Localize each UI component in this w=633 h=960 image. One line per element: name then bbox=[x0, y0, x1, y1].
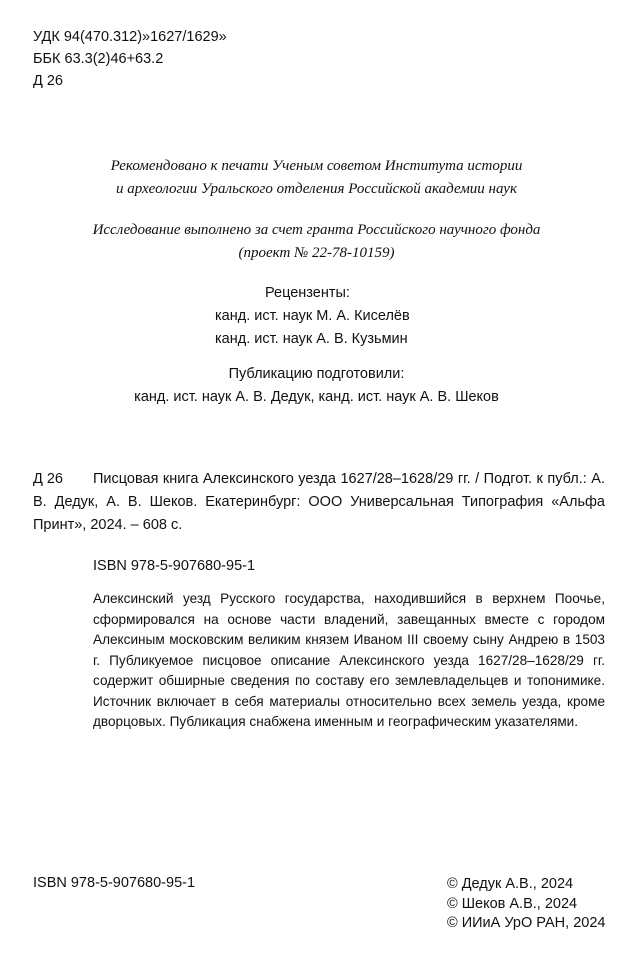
prepared-heading: Публикацию подготовили: bbox=[228, 366, 405, 382]
footer-isbn: ISBN 978-5-907680-95-1 bbox=[33, 875, 196, 891]
reviewers-heading: Рецензенты: bbox=[265, 285, 350, 301]
prepared-names: канд. ист. наук А. В. Дедук, канд. ист. наук А. В. Шеков bbox=[134, 389, 499, 405]
copyright-block bbox=[447, 875, 605, 934]
bibliographic-code: Д 26 bbox=[33, 471, 63, 487]
recommendation-line-2: и археологии Уральского отделения Российской академии наук bbox=[116, 181, 517, 197]
grant-line-2: (проект № 22-78-10159) bbox=[238, 245, 395, 261]
reviewer-item: канд. ист. наук А. В. Кузьмин bbox=[215, 331, 408, 347]
abstract-text: Алексинский уезд Русского государства, находившийся в верхнем Поочье, сформировался на основе части владений, завещанных вместе с городом Алексиным московским великим князем Иваном III своему сыну Андрею в 1503 г. Публикуемое писцовое описание Алексинского уезда 1627/28–1628/29 гг. содержит обширные сведения по составу его землевладельцев и топонимике. Источник включает в себя материалы относительно всех земель уезда, кроме дворцовых. Публикация снабжена именным и географическим указателями. bbox=[93, 591, 605, 729]
abstract bbox=[93, 589, 605, 733]
isbn: ISBN 978-5-907680-95-1 bbox=[93, 558, 256, 574]
prepared-block bbox=[0, 363, 633, 409]
recommendation-line-1: Рекомендовано к печати Ученым советом Института истории bbox=[110, 158, 523, 174]
reviewer-item: канд. ист. наук М. А. Киселёв bbox=[215, 308, 410, 324]
reviewers-block bbox=[215, 282, 410, 351]
bbk-code: ББК 63.3(2)46+63.2 bbox=[33, 51, 164, 67]
bibliographic-description bbox=[33, 468, 605, 537]
grant-line-1: Исследование выполнено за счет гранта Российского научного фонда bbox=[92, 222, 541, 238]
copyright-line: © ИИиА УрО РАН, 2024 bbox=[447, 915, 606, 931]
copyright-line: © Шеков А.В., 2024 bbox=[447, 895, 578, 912]
copyright-line: © Дедук А.В., 2024 bbox=[447, 876, 574, 892]
udk-code: УДК 94(470.312)»1627/1629» bbox=[33, 29, 227, 45]
author-mark: Д 26 bbox=[33, 73, 63, 89]
bibliographic-text: Писцовая книга Алексинского уезда 1627/28–1628/29 гг. / Подгот. к публ.: А. В. Дедук, А. В. Шеков. Екатеринбург: ООО Универсальная Типография «Альфа Принт», 2024. – 608 с. bbox=[33, 471, 605, 533]
